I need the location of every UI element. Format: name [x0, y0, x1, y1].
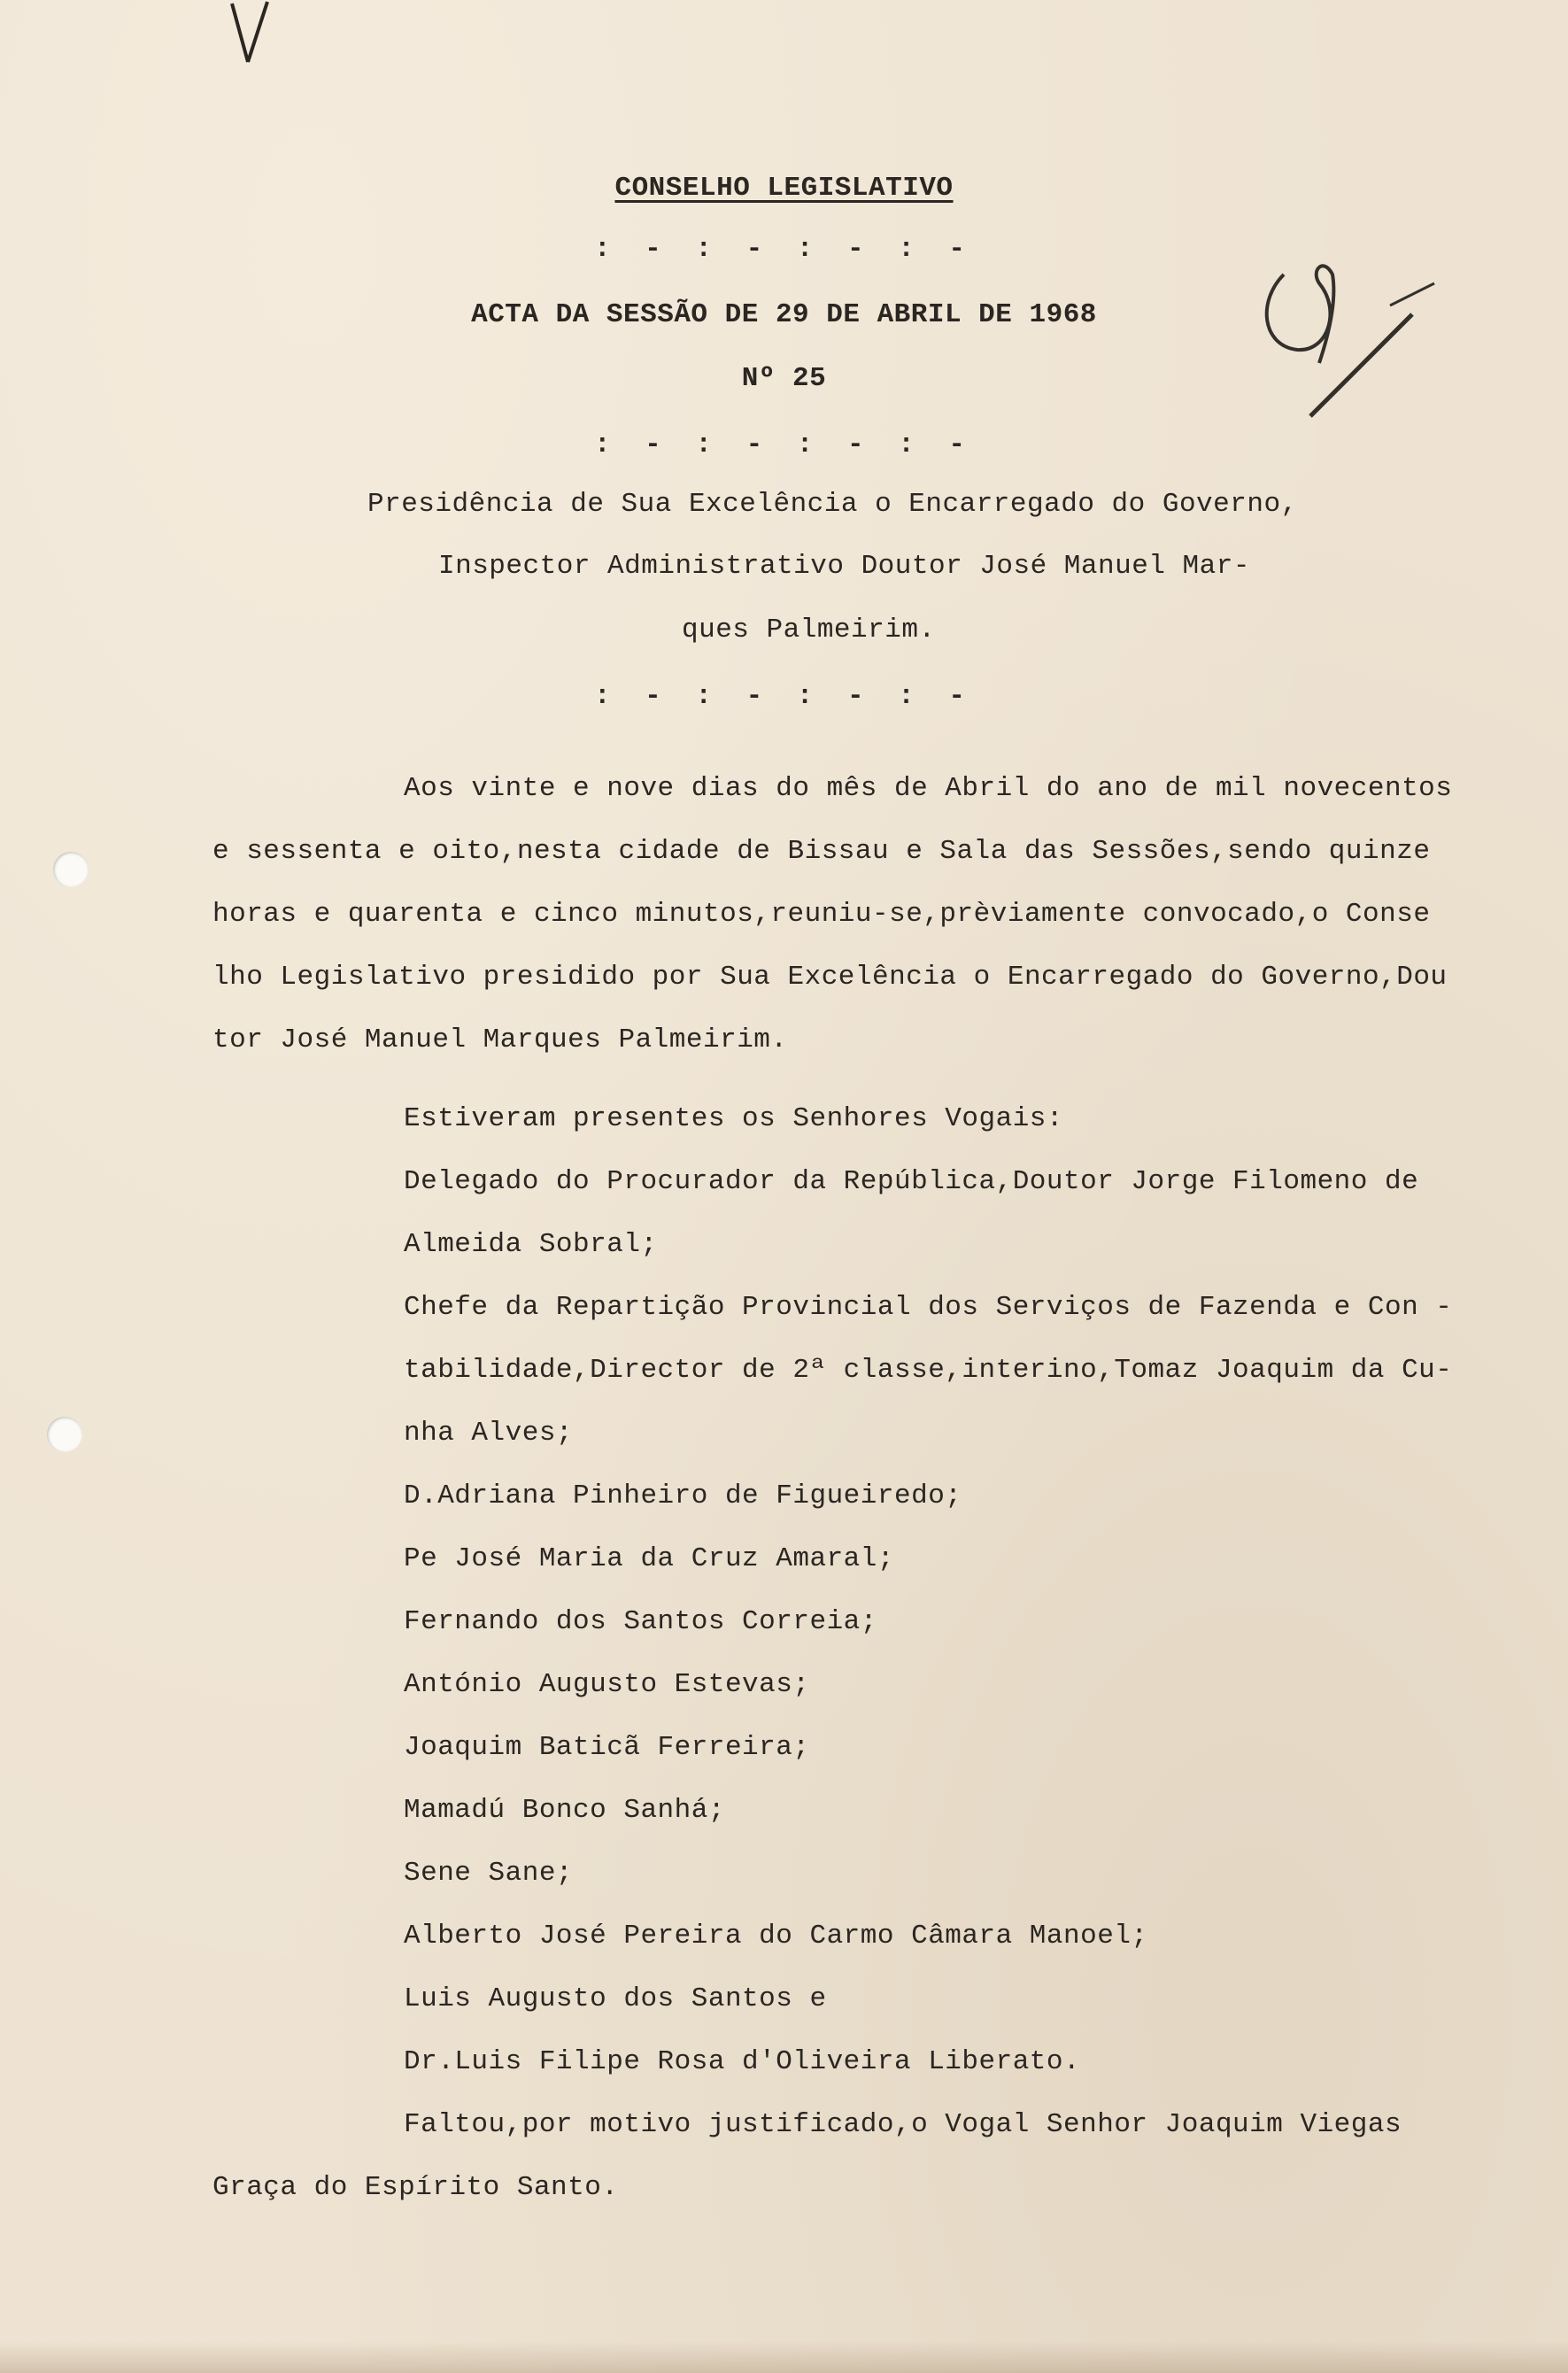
paragraph-line: horas e quarenta e cinco minutos,reuniu-se,prèviamente convocado,o Conse — [212, 899, 1431, 930]
punch-hole-top — [53, 852, 89, 887]
paragraph-line: e sessenta e oito,nesta cidade de Bissau e Sala das Sessões,sendo quinze — [212, 836, 1431, 867]
separator-2: : - : - : - : - — [593, 429, 975, 460]
council-title: CONSELHO LEGISLATIVO — [614, 173, 954, 204]
attendee-line: tabilidade,Director de 2ª classe,interino,Tomaz Joaquim da Cu- — [404, 1355, 1453, 1386]
attendee-line: nha Alves; — [404, 1418, 574, 1449]
attendee-line: António Augusto Estevas; — [404, 1669, 810, 1700]
session-number: Nº 25 — [741, 363, 827, 394]
presidency-line: Presidência de Sua Excelência o Encarregado do Governo, — [367, 489, 1298, 520]
separator-1: : - : - : - : - — [593, 234, 975, 265]
absence-line: Faltou,por motivo justificado,o Vogal Senhor Joaquim Viegas — [404, 2109, 1402, 2140]
presidency-line: ques Palmeirim. — [682, 615, 936, 645]
attendance-intro: Estiveram presentes os Senhores Vogais: — [404, 1103, 1064, 1134]
handwritten-initials — [1257, 248, 1452, 425]
paragraph-line: Aos vinte e nove dias do mês de Abril do ano de mil novecentos — [404, 773, 1453, 804]
attendee-line: Pe José Maria da Cruz Amaral; — [404, 1543, 894, 1574]
punch-hole-bottom — [47, 1417, 82, 1452]
session-title: ACTA DA SESSÃO DE 29 DE ABRIL DE 1968 — [471, 299, 1097, 330]
attendee-line: Luis Augusto dos Santos e — [404, 1983, 827, 2014]
attendee-line: Almeida Sobral; — [404, 1229, 658, 1260]
attendee-line: Dr.Luis Filipe Rosa d'Oliveira Liberato. — [404, 2046, 1081, 2077]
paragraph-line: lho Legislativo presidido por Sua Excelência o Encarregado do Governo,Dou — [212, 962, 1448, 993]
attendee-line: Fernando dos Santos Correia; — [404, 1606, 877, 1637]
attendee-line: Mamadú Bonco Sanhá; — [404, 1795, 725, 1826]
page-bottom-edge — [0, 2341, 1568, 2373]
absence-line: Graça do Espírito Santo. — [212, 2172, 619, 2203]
separator-3: : - : - : - : - — [593, 681, 975, 712]
attendee-line: D.Adriana Pinheiro de Figueiredo; — [404, 1480, 962, 1511]
attendee-line: Delegado do Procurador da República,Doutor Jorge Filomeno de — [404, 1166, 1419, 1197]
presidency-line: Inspector Administrativo Doutor José Manuel Mar- — [438, 551, 1250, 582]
pen-stroke-mark — [221, 0, 301, 80]
attendee-line: Alberto José Pereira do Carmo Câmara Manoel; — [404, 1921, 1148, 1952]
paragraph-line: tor José Manuel Marques Palmeirim. — [212, 1024, 788, 1055]
attendee-line: Joaquim Baticã Ferreira; — [404, 1732, 810, 1763]
attendee-line: Sene Sane; — [404, 1858, 574, 1889]
attendee-line: Chefe da Repartição Provincial dos Serviços de Fazenda e Con - — [404, 1292, 1453, 1323]
